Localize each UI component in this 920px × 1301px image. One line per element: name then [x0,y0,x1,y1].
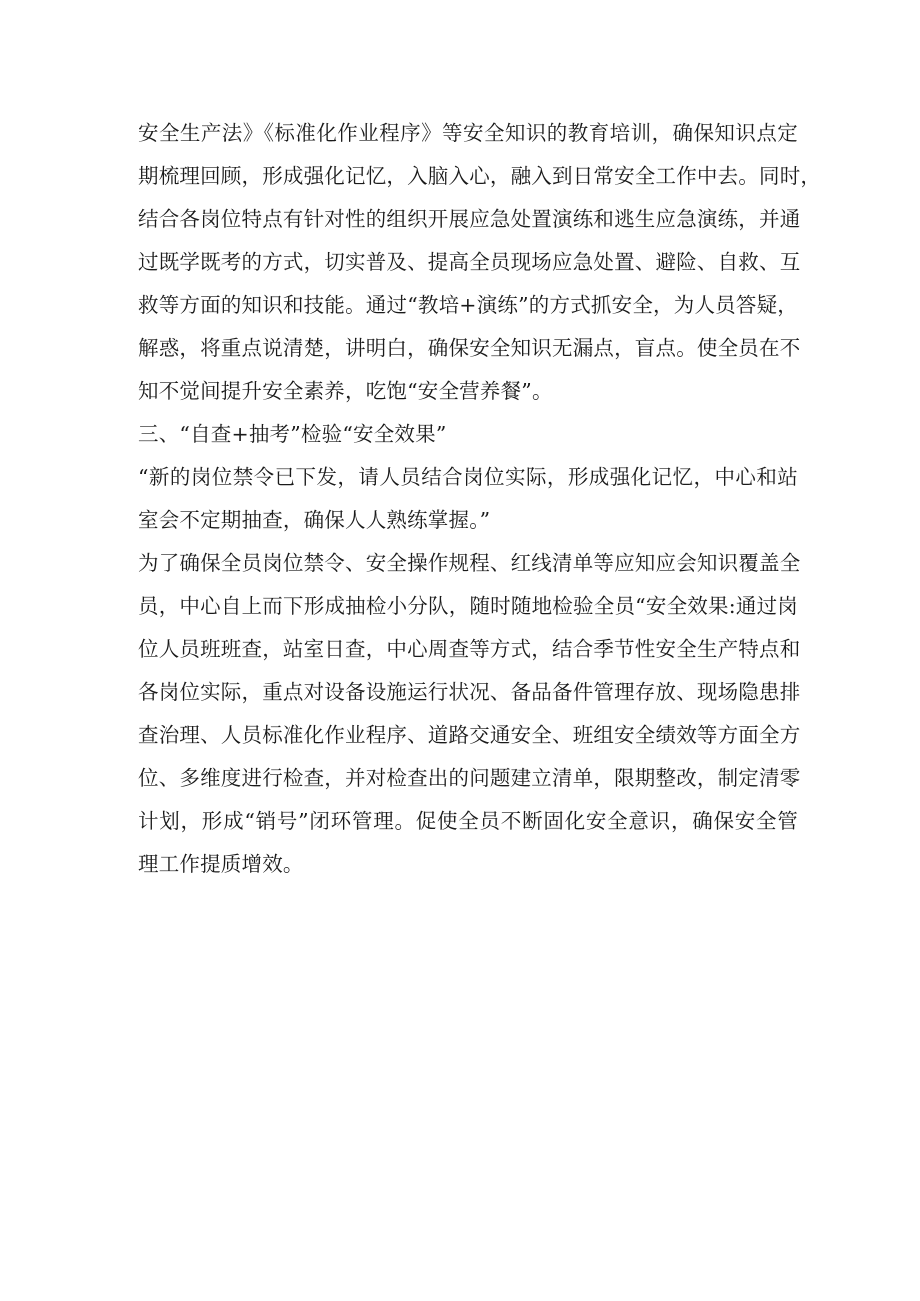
document-body [138,112,822,886]
text-line: 安全生产法》《标准化作业程序》等安全知识的教育培训，确保知识点定 [138,121,798,145]
text-line: 理工作提质增效。 [138,852,304,876]
text-line: 救等方面的知识和技能。通过“教培+演练”的方式抓安全，为人员答疑， [138,293,798,317]
text-line: 员，中心自上而下形成抽检小分队，随时随地检验全员“安全效果:通过岗 [138,594,798,618]
text-line: 位人员班班查，站室日查，中心周查等方式，结合季节性安全生产特点和 [138,637,801,661]
text-line: 结合各岗位特点有针对性的组织开展应急处置演练和逃生应急演练，并通 [138,207,801,231]
quote-line: 室会不定期抽查，确保人人熟练掌握。” [138,508,491,532]
text-line: 为了确保全员岗位禁令、安全操作规程、红线清单等应知应会知识覆盖全 [138,551,801,575]
text-line: 各岗位实际，重点对设备设施运行状况、备品备件管理存放、现场隐患排 [138,680,801,704]
quote-line: “新的岗位禁令已下发，请人员结合岗位实际，形成强化记忆，中心和站 [138,465,798,489]
text-line: 位、多维度进行检查，并对检查出的问题建立清单，限期整改，制定清零 [138,766,801,790]
text-line: 查治理、人员标准化作业程序、道路交通安全、班组安全绩效等方面全方 [138,723,801,747]
section-heading: 三、“自查+抽考”检验“安全效果” [138,422,447,446]
text-line: 解惑，将重点说清楚，讲明白，确保安全知识无漏点，盲点。使全员在不 [138,336,801,360]
text-line: 期梳理回顾，形成强化记忆，入脑入心，融入到日常安全工作中去。同时， [138,164,822,188]
text-line: 计划，形成“销号”闭环管理。促使全员不断固化安全意识，确保安全管 [138,809,798,833]
text-line: 知不觉间提升安全素养，吃饱“安全营养餐”。 [138,379,553,403]
text-line: 过既学既考的方式，切实普及、提高全员现场应急处置、避险、自救、互 [138,250,801,274]
